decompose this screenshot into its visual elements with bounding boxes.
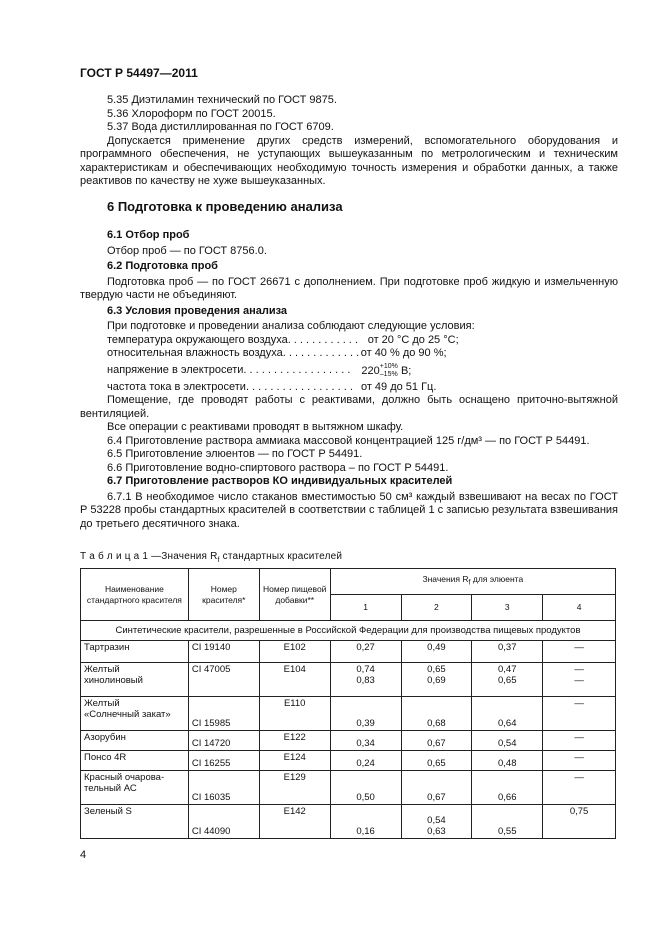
- cell-additive-number: E142: [259, 805, 330, 839]
- standard-header: ГОСТ Р 54497—2011: [80, 66, 198, 80]
- header-eluent-1: 1: [330, 595, 401, 621]
- header-eluent-3: 3: [472, 595, 543, 621]
- condition-row: частота тока в электросети . . . . . . . . . . . . . . . . . . от 49 до 51 Гц.: [107, 380, 437, 393]
- room-text: Помещение, где проводят работы с реактивами, должно быть оснащено приточно-вытяжной вентиляцией.: [80, 394, 618, 420]
- cell-rf-4: — —: [543, 663, 616, 697]
- cell-rf-3: 0,55: [472, 805, 543, 839]
- cell-rf-2: 0,68: [401, 697, 472, 731]
- cell-additive-number: E124: [259, 751, 330, 771]
- reagent-item: 5.35 Диэтиламин технический по ГОСТ 9875.: [107, 94, 337, 106]
- cell-dye-number: CI 16035: [188, 771, 259, 805]
- section-6-4: 6.4 Приготовление раствора аммиака массовой концентрацией 125 г/дм³ — по ГОСТ Р 54491.: [107, 434, 590, 447]
- cell-rf-1: 0,39: [330, 697, 401, 731]
- reagents-list: [80, 94, 618, 189]
- condition-row: температура окружающего воздуха . . . . . . . . . . . . от 20 °С до 25 °С;: [107, 333, 459, 346]
- cell-rf-2: 0,67: [401, 731, 472, 751]
- section-6-1-text: Отбор проб — по ГОСТ 8756.0.: [107, 244, 267, 257]
- table-row: [81, 805, 616, 839]
- table-row: [81, 771, 616, 805]
- cell-rf-3: 0,54: [472, 731, 543, 751]
- cell-dye-name: Красный очарова- тельный АС: [81, 771, 189, 805]
- cell-dye-number: CI 47005: [188, 663, 259, 697]
- cell-dye-number: CI 14720: [188, 731, 259, 751]
- section-6-body: [80, 229, 618, 531]
- cell-rf-3: 0,37: [472, 641, 543, 663]
- cell-rf-3: 0,48: [472, 751, 543, 771]
- condition-value: 220 +10% –15% В;: [361, 362, 412, 378]
- cell-dye-number: CI 16255: [188, 751, 259, 771]
- section-6-3-title: 6.3 Условия проведения анализа: [107, 304, 288, 317]
- cell-rf-3: 0,64: [472, 697, 543, 731]
- condition-value: от 20 °С до 25 °С;: [367, 333, 459, 346]
- cell-additive-number: E104: [259, 663, 330, 697]
- reagents-note: Допускается применение других средств измерений, вспомогательного оборудования и программного обеспечения, не уступающих вышеуказанным по метрологическим и техническим характеристикам и обеспечивающих необходимую точность измерения и обработки данных, а также реактивов по качеству не хуже вышеуказанных.: [80, 134, 618, 187]
- section-6-2-title: 6.2 Подготовка проб: [107, 260, 218, 272]
- cell-rf-2: 0,54 0,63: [401, 805, 472, 839]
- cell-rf-1: 0,34: [330, 731, 401, 751]
- cell-dye-number: CI 44090: [188, 805, 259, 839]
- table-group-row: Синтетические красители, разрешенные в Российской Федерации для производства пищевых продуктов: [81, 621, 616, 641]
- cell-rf-4: —: [543, 641, 616, 663]
- cell-rf-2: 0,65 0,69: [401, 663, 472, 697]
- condition-value: от 40 % до 90 %;: [360, 347, 447, 359]
- section-6-5: 6.5 Приготовление элюентов — по ГОСТ Р 54491.: [107, 448, 363, 460]
- table-row: [81, 731, 616, 751]
- cell-rf-1: 0,27: [330, 641, 401, 663]
- table-row: [81, 751, 616, 771]
- header-eluent-4: 4: [543, 595, 616, 621]
- table-row: [81, 697, 616, 731]
- cell-rf-4: —: [543, 751, 616, 771]
- reagent-item: 5.36 Хлороформ по ГОСТ 20015.: [107, 107, 276, 120]
- dyes-table: [80, 568, 616, 839]
- section-6-1-title: 6.1 Отбор проб: [107, 229, 190, 241]
- cell-dye-name: Желтый хинолиновый: [81, 663, 189, 697]
- header-eluent-2: 2: [401, 595, 472, 621]
- header-dye-number: Номер красителя*: [188, 569, 259, 621]
- cell-rf-1: 0,24: [330, 751, 401, 771]
- cell-additive-number: E129: [259, 771, 330, 805]
- cell-dye-number: CI 15985: [188, 697, 259, 731]
- cell-dye-name: Понсо 4R: [81, 751, 189, 771]
- page-number: 4: [80, 849, 87, 861]
- cell-additive-number: E102: [259, 641, 330, 663]
- section-6-7-1: 6.7.1 В необходимое число стаканов вместимостью 50 см³ каждый взвешивают на весах по ГОСТ Р 53228 пробы стандартных красителей в соответствии с таблицей 1 с записью результата взвешивания до третьего десятичного знака.: [80, 490, 618, 530]
- cell-rf-4: 0,75: [543, 805, 616, 839]
- table-row: [81, 641, 616, 663]
- cell-rf-4: —: [543, 731, 616, 751]
- hood-text: Все операции с реактивами проводят в вытяжном шкафу.: [107, 421, 404, 433]
- table-caption: Т а б л и ц а 1 —Значения $R_f$ стандартных красителей: [80, 551, 343, 564]
- cell-dye-number: CI 19140: [188, 641, 259, 663]
- table-row: [81, 663, 616, 697]
- section-6-6: 6.6 Приготовление водно-спиртового раствора – по ГОСТ Р 54491.: [107, 461, 449, 474]
- cell-additive-number: E122: [259, 731, 330, 751]
- cell-rf-2: 0,67: [401, 771, 472, 805]
- condition-row: относительная влажность воздуха . . . . . . . . . . . . . от 40 % до 90 %;: [107, 347, 447, 359]
- cell-rf-4: —: [543, 697, 616, 731]
- cell-additive-number: E110: [259, 697, 330, 731]
- cell-rf-2: 0,49: [401, 641, 472, 663]
- cell-rf-4: —: [543, 771, 616, 805]
- cell-dye-name: Азорубин: [81, 731, 189, 751]
- cell-dye-name: Желтый «Солнечный закат»: [81, 697, 189, 731]
- condition-value: от 49 до 51 Гц.: [360, 380, 437, 393]
- header-additive-number: Номер пищевой добавки**: [259, 569, 330, 621]
- header-dye-name: Наименование стандартного красителя: [81, 569, 189, 621]
- cell-rf-2: 0,65: [401, 751, 472, 771]
- cell-rf-1: 0,50: [330, 771, 401, 805]
- cell-rf-3: 0,47 0,65: [472, 663, 543, 697]
- section-6-7-title: 6.7 Приготовление растворов КО индивидуальных красителей: [107, 475, 453, 487]
- cell-dye-name: Зеленый S: [81, 805, 189, 839]
- header-rf-values: Значения $R_f$ для элюента: [330, 569, 615, 595]
- condition-row: напряжение в электросети . . . . . . . . . . . . . . . . . . 220 +10% –15% В;: [107, 362, 412, 378]
- section-6-title: 6 Подготовка к проведению анализа: [107, 199, 343, 214]
- cell-rf-1: 0,16: [330, 805, 401, 839]
- cell-rf-3: 0,66: [472, 771, 543, 805]
- cell-dye-name: Тартразин: [81, 641, 189, 663]
- reagent-item: 5.37 Вода дистиллированная по ГОСТ 6709.: [107, 121, 334, 133]
- section-6-2-text: Подготовка проб — по ГОСТ 26671 с дополнением. При подготовке проб жидкую и измельченную твердую части не объединяют.: [80, 275, 618, 301]
- cell-rf-1: 0,74 0,83: [330, 663, 401, 697]
- section-6-3-intro: При подготовке и проведении анализа соблюдают следующие условия:: [107, 320, 475, 332]
